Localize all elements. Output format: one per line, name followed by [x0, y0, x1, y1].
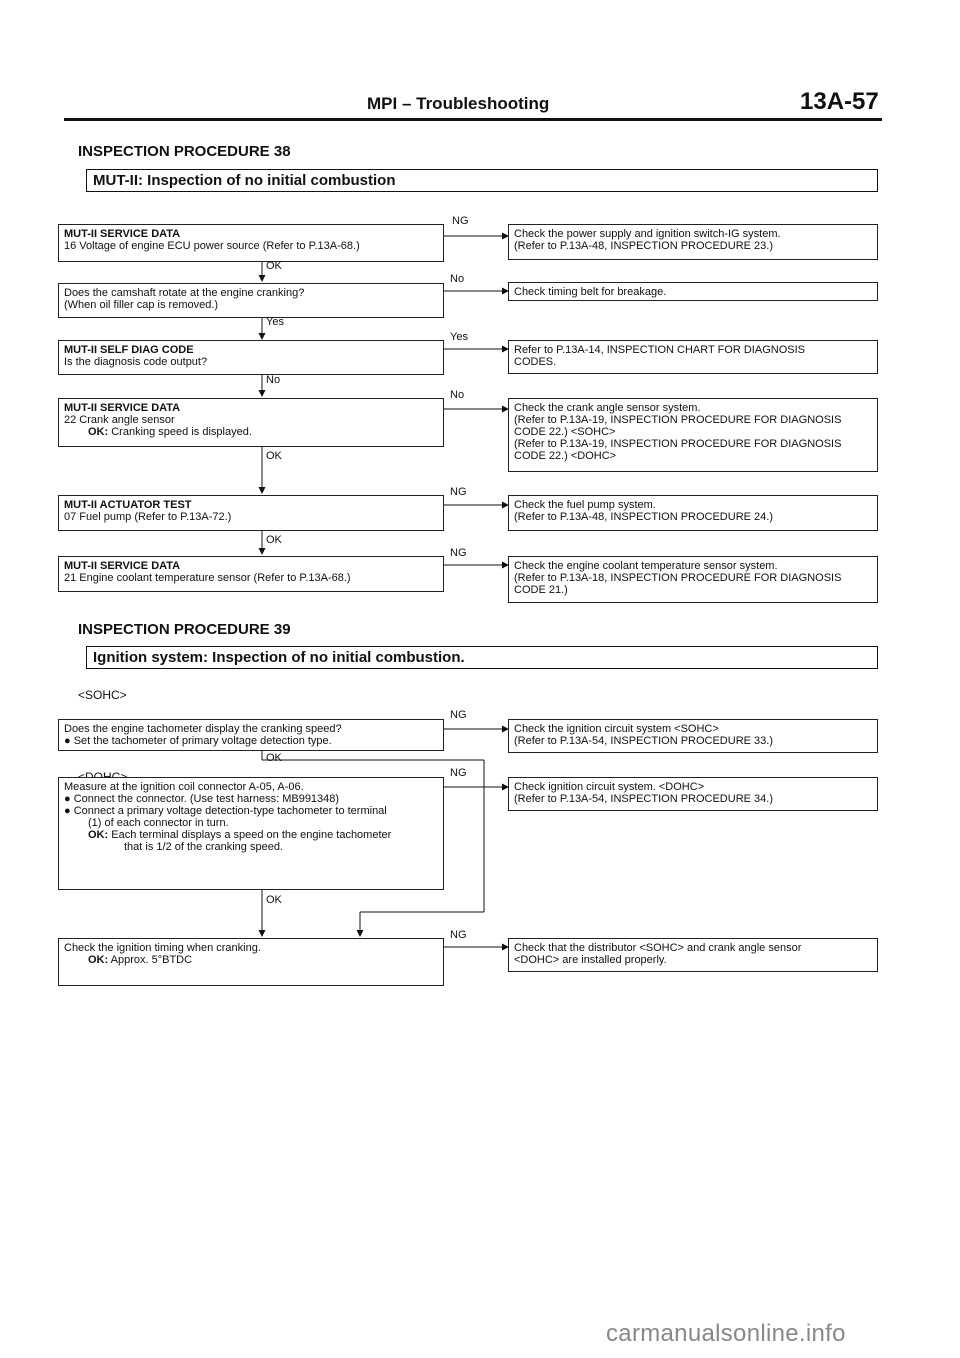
step-title: MUT-II ACTUATOR TEST — [64, 499, 192, 511]
result-text: CODE 22.) <DOHC> — [514, 450, 617, 462]
p38-step-2 — [58, 283, 444, 318]
procedure-39-heading: INSPECTION PROCEDURE 39 — [78, 621, 291, 638]
step-title: MUT-II SELF DIAG CODE — [64, 344, 194, 356]
procedure-39-title: Ignition system: Inspection of no initial combustion. — [86, 646, 878, 669]
p39-step-1 — [58, 719, 444, 751]
step-text: Does the engine tachometer display the cranking speed? — [64, 723, 342, 735]
step-text: ● Set the tachometer of primary voltage detection type. — [64, 735, 332, 747]
branch-label: Yes — [450, 331, 468, 343]
p38-step-4 — [58, 398, 444, 447]
step-text: ● Connect a primary voltage detection-type tachometer to terminal — [64, 805, 387, 817]
step-title: MUT-II SERVICE DATA — [64, 402, 181, 414]
next-label: OK — [266, 534, 282, 546]
step-text: Measure at the ignition coil connector A-05, A-06. — [64, 781, 304, 793]
step-text: 07 Fuel pump (Refer to P.13A-72.) — [64, 511, 232, 523]
step-text: Does the camshaft rotate at the engine cranking? — [64, 287, 305, 299]
result-text: Check the power supply and ignition switch-IG system. — [514, 228, 781, 240]
result-text: Check the crank angle sensor system. — [514, 402, 701, 414]
branch-label: NG — [450, 486, 467, 498]
next-label: OK — [266, 450, 282, 462]
next-label: OK — [266, 260, 282, 272]
branch-label: NG — [450, 767, 467, 779]
result-text: (Refer to P.13A-48, INSPECTION PROCEDURE 23.) — [514, 240, 773, 252]
p39-step-2 — [58, 777, 444, 890]
step-text: (1) of each connector in turn. — [88, 817, 229, 829]
p38-step-6 — [58, 556, 444, 592]
branch-label: NG — [450, 547, 467, 559]
p38-step-1 — [58, 224, 444, 262]
branch-label: NG — [450, 709, 467, 721]
ok-text: Each terminal displays a speed on the engine tachometer — [111, 829, 392, 841]
step-text: 22 Crank angle sensor — [64, 414, 175, 426]
result-text: (Refer to P.13A-48, INSPECTION PROCEDURE 24.) — [514, 511, 773, 523]
result-text: Check the engine coolant temperature sensor system. — [514, 560, 778, 572]
procedure-38-heading: INSPECTION PROCEDURE 38 — [78, 143, 291, 160]
result-text: Check the fuel pump system. — [514, 499, 656, 511]
branch-label: No — [450, 273, 465, 285]
result-text: Check ignition circuit system. <DOHC> — [514, 781, 705, 793]
next-label: No — [266, 374, 281, 386]
step-title: MUT-II SERVICE DATA — [64, 560, 181, 572]
page-number: 13A-57 — [800, 88, 879, 115]
result-text: CODE 21.) — [514, 584, 568, 596]
step-text: ● Connect the connector. (Use test harness: MB991348) — [64, 793, 340, 805]
result-text: Check that the distributor <SOHC> and crank angle sensor — [514, 942, 802, 954]
result-text: (Refer to P.13A-19, INSPECTION PROCEDURE FOR DIAGNOSIS — [514, 414, 842, 426]
next-label: OK — [266, 894, 282, 906]
p39-result-3 — [508, 938, 878, 972]
sohc-tag: <SOHC> — [78, 688, 127, 702]
step-text: Is the diagnosis code output? — [64, 356, 208, 368]
branch-label: NG — [450, 929, 467, 941]
result-text: Check timing belt for breakage. — [514, 286, 667, 298]
p38-result-3 — [508, 340, 878, 374]
result-text: (Refer to P.13A-54, INSPECTION PROCEDURE 33.) — [514, 735, 773, 747]
p38-result-4 — [508, 398, 878, 472]
result-text: Refer to P.13A-14, INSPECTION CHART FOR DIAGNOSIS — [514, 344, 805, 356]
p39-result-1 — [508, 719, 878, 753]
ok-label: OK: — [88, 829, 109, 841]
result-text: (Refer to P.13A-54, INSPECTION PROCEDURE 34.) — [514, 793, 773, 805]
page-header-title: MPI – Troubleshooting — [367, 94, 550, 113]
result-text: Check the ignition circuit system <SOHC> — [514, 723, 719, 735]
result-text: <DOHC> are installed properly. — [514, 954, 667, 966]
step-title: MUT-II SERVICE DATA — [64, 228, 181, 240]
p39-step-3 — [58, 938, 444, 986]
step-text: Check the ignition timing when cranking. — [64, 942, 261, 954]
p38-result-1 — [508, 224, 878, 260]
ok-label: OK: — [88, 954, 109, 966]
p38-result-2 — [508, 282, 878, 301]
step-text: 16 Voltage of engine ECU power source (Refer to P.13A-68.) — [64, 240, 360, 252]
result-text: (Refer to P.13A-18, INSPECTION PROCEDURE FOR DIAGNOSIS — [514, 572, 842, 584]
next-label: Yes — [266, 316, 284, 328]
p38-step-5 — [58, 495, 444, 531]
procedure-38-title: MUT-II: Inspection of no initial combustion — [86, 169, 878, 192]
branch-label: No — [450, 389, 465, 401]
watermark: carmanualsonline.info — [606, 1320, 846, 1347]
next-label: OK — [266, 752, 282, 764]
result-text: (Refer to P.13A-19, INSPECTION PROCEDURE FOR DIAGNOSIS — [514, 438, 842, 450]
ok-text: Approx. 5°BTDC — [110, 954, 193, 966]
p38-result-6 — [508, 556, 878, 603]
step-text: (When oil filler cap is removed.) — [64, 299, 219, 311]
ok-label: OK: — [88, 426, 109, 438]
step-text: 21 Engine coolant temperature sensor (Refer to P.13A-68.) — [64, 572, 351, 584]
ok-text: that is 1/2 of the cranking speed. — [124, 841, 283, 853]
branch-label: NG — [452, 215, 469, 227]
result-text: CODE 22.) <SOHC> — [514, 426, 616, 438]
p38-step-3 — [58, 340, 444, 375]
ok-text: Cranking speed is displayed. — [111, 426, 252, 438]
result-text: CODES. — [514, 356, 557, 368]
p38-result-5 — [508, 495, 878, 531]
p39-result-2 — [508, 777, 878, 811]
